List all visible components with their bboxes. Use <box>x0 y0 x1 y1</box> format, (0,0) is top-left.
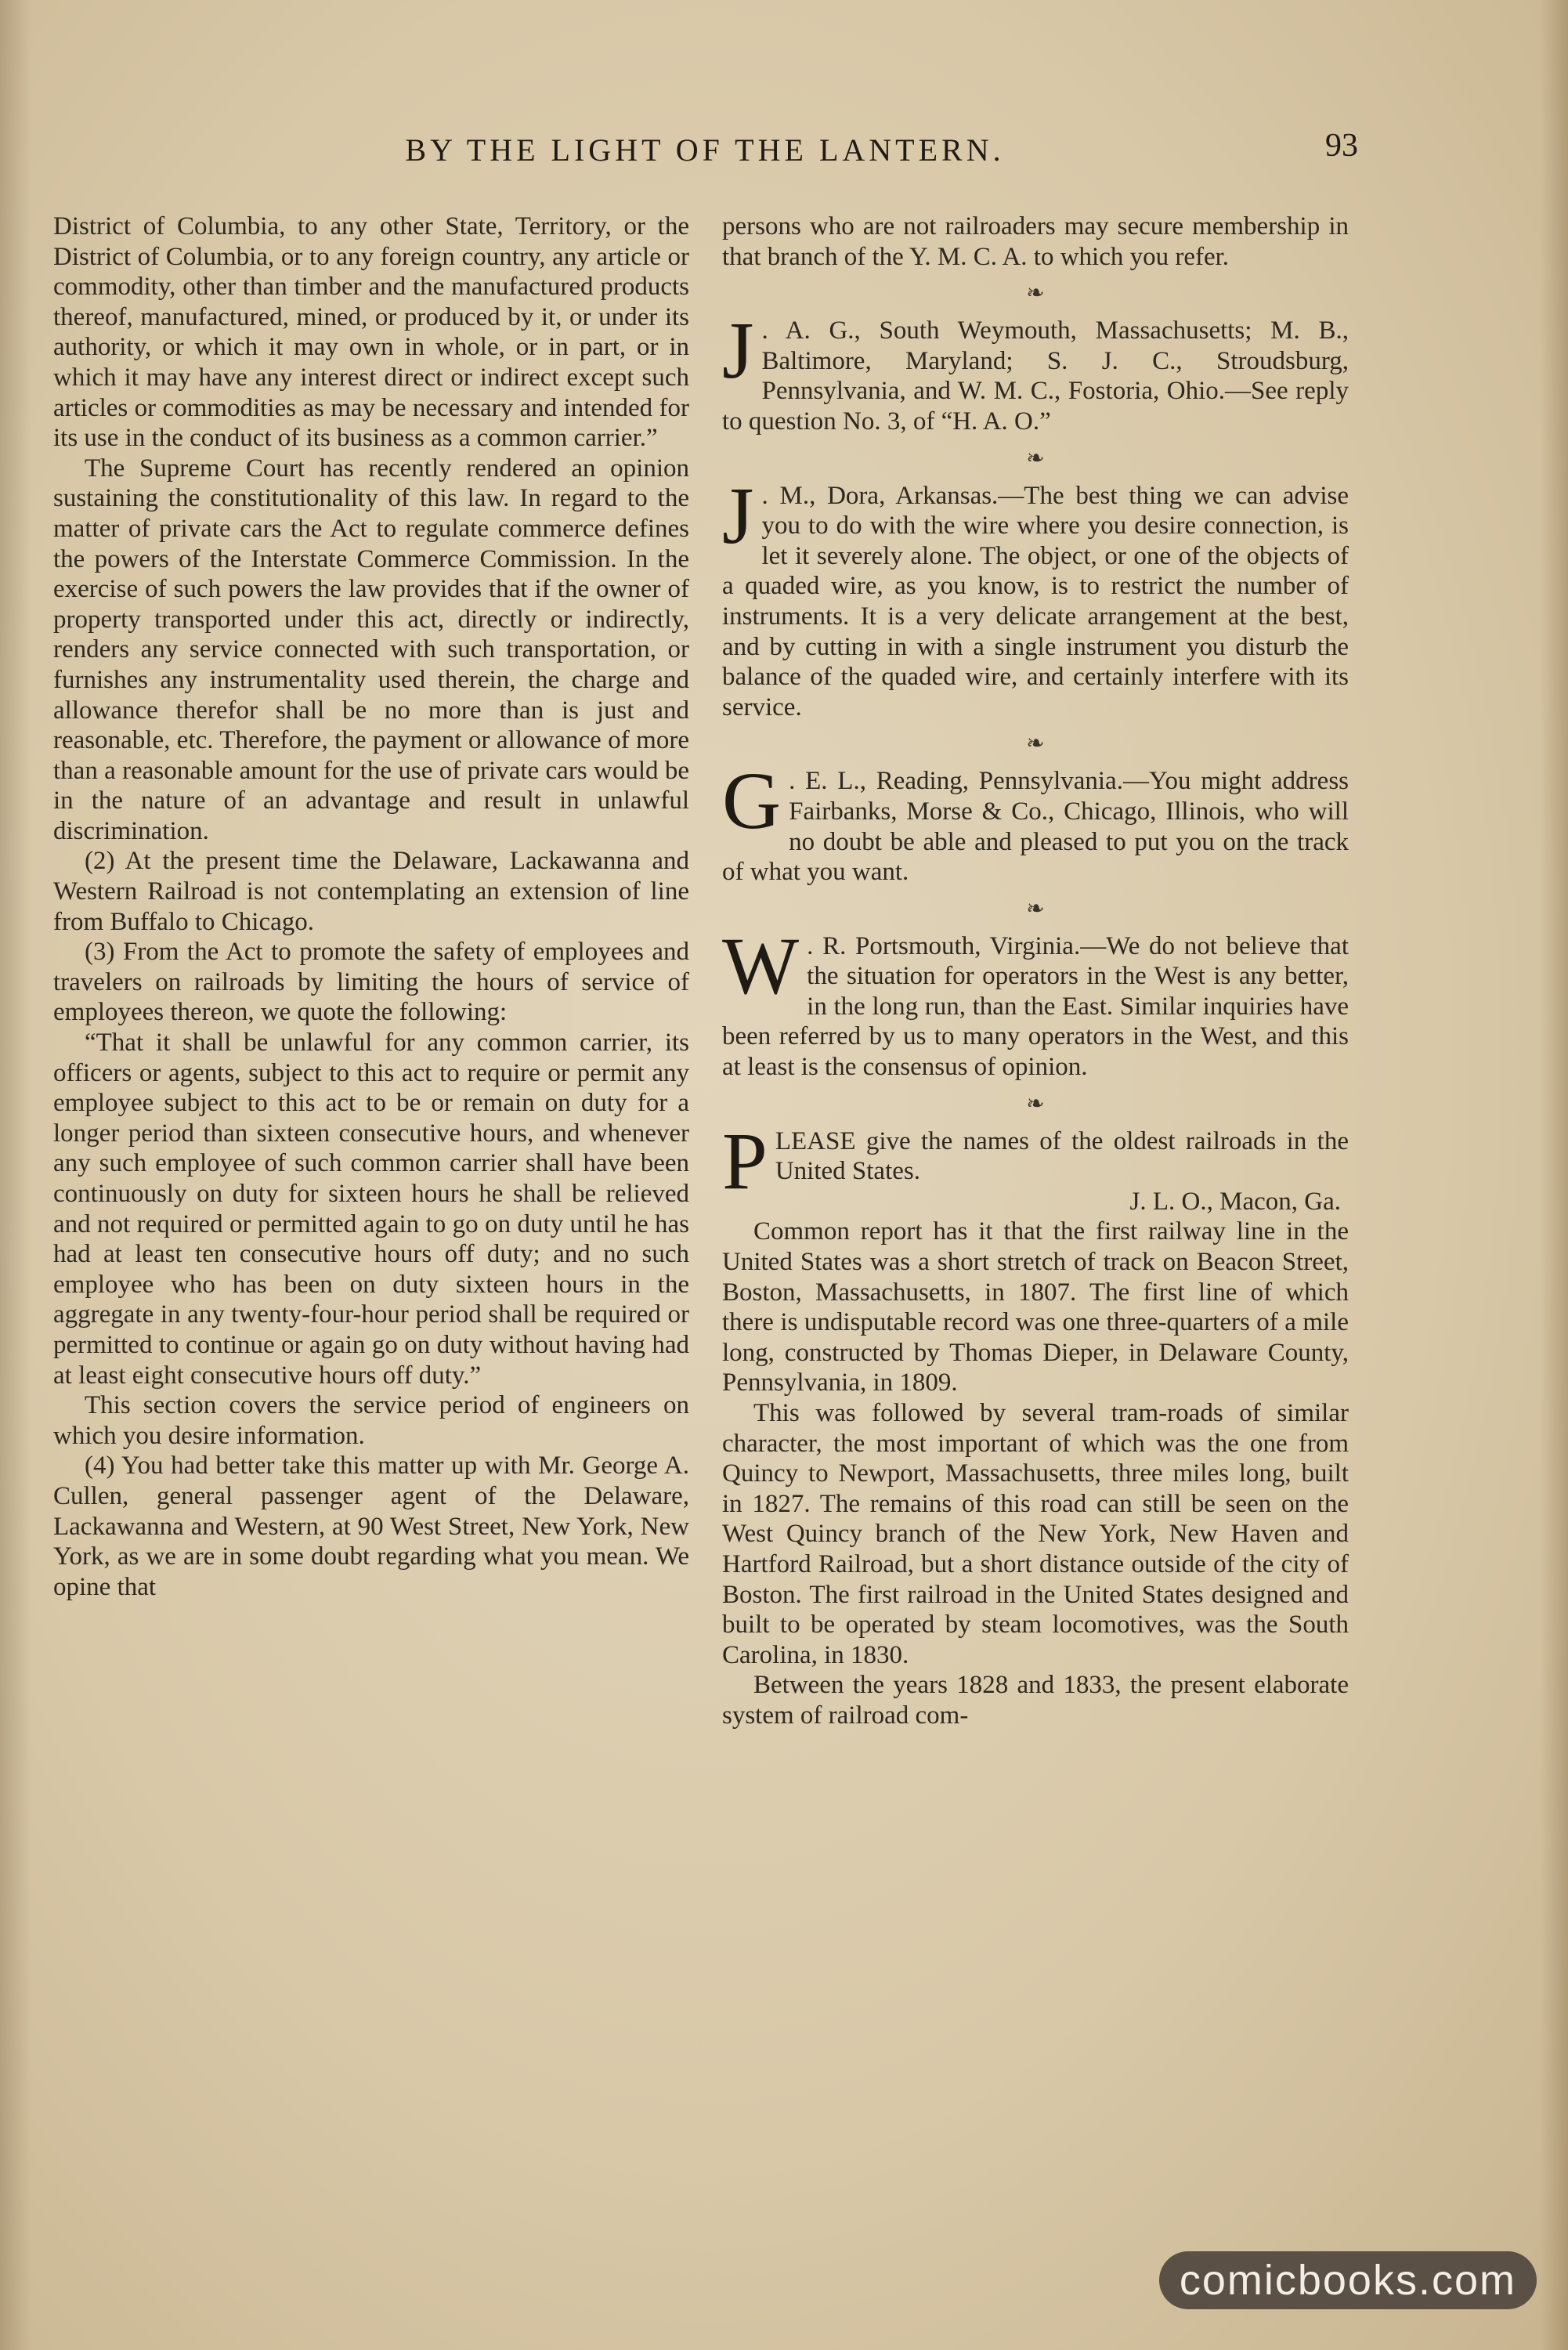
watermark-logo: comicbooks.com <box>1159 2251 1537 2309</box>
running-title: BY THE LIGHT OF THE LANTERN. <box>405 132 1005 168</box>
paragraph: (4) You had better take this matter up with Mr. George A. Cullen, general passenger agent of the Delaware, Lackawanna and Western, at 90 West Street, New York, New York, as we are in some doubt regarding what you mean. We opine that <box>53 1452 689 1601</box>
fleuron-separator-icon: ❧ <box>1026 732 1045 757</box>
drop-cap: W <box>722 920 800 1011</box>
drop-cap: J <box>722 306 754 396</box>
answer-text: . E. L., Reading, Pennsylvania.—You might address Fairbanks, Morse & Co., Chicago, Illinois, who will no doubt be able and pleased to put you on the track of what you want. <box>722 767 1349 887</box>
answer-entry <box>722 470 1349 723</box>
paragraph: This was followed by several tram-roads of similar character, the most important of which was the one from Quincy to Newport, Massachusetts, three miles long, built in 1827. The remains of this road can still be seen on the West Quincy branch of the New York, New Haven and Hartford Railroad, but a short distance outside of the city of Boston. The first railroad in the United States designed and built to be operated by steam locomotives, was the South Carolina, in 1830. <box>722 1399 1349 1669</box>
paragraph: This section covers the service period of engineers on which you desire information. <box>53 1391 689 1450</box>
answer-text: . M., Dora, Arkansas.—The best thing we can advise you to do with the wire where you desire connection, is let it severely alone. The object, or one of the objects of a quaded wire, as you know, is to restrict the number of instruments. It is a very delicate arrangement at the best, and by cutting in with a single instrument you disturb the balance of the quaded wire, and certainly interfere with its service. <box>722 481 1349 721</box>
fleuron-separator-icon: ❧ <box>1026 281 1045 306</box>
question-text: LEASE give the names of the oldest railroads in the United States. <box>775 1126 1349 1186</box>
fleuron-separator-icon: ❧ <box>1026 896 1045 921</box>
drop-cap: G <box>722 756 782 847</box>
answer-text: . R. Portsmouth, Virginia.—We do not believe that the situation for operators in the West is any better, in the long run, than the East. Similar inquiries have been referred by us to many operators in the West, and this at least is the consensus of opinion. <box>722 931 1349 1082</box>
right-column <box>722 212 1349 1731</box>
fleuron-separator-icon: ❧ <box>1026 1091 1045 1116</box>
quoted-statute: “That it shall be unlawful for any common carrier, its officers or agents, subject to this act to require or permit any employee subject to this act to be or remain on duty for a longer period than sixteen consecutive hours, and whenever any such employee of such common carrier shall have been continuously on duty for sixteen hours he shall be relieved and not required or permitted again to go on duty until he has had at least ten consecutive hours off duty; and no such employee who has been on duty sixteen hours in the aggregate in any twenty-four-hour period shall be required or permitted to continue or again go on duty without having had at least eight consecutive hours off duty.” <box>53 1029 689 1390</box>
gutter-shadow <box>0 0 31 2350</box>
question-signature: J. L. O., Macon, Ga. <box>1129 1187 1341 1216</box>
page-number: 93 <box>1325 128 1358 164</box>
answer-text: . A. G., South Weymouth, Massachusetts; M. B., Baltimore, Maryland; S. J. C., Stroudsburg, Pennsylvania, and W. M. C., Fostoria, Ohio.—See reply to question No. 3, of “H. A. O.” <box>722 316 1349 436</box>
paragraph: (3) From the Act to promote the safety of employees and travelers on railroads by limiting the hours of service of employees thereon, we quote the following: <box>53 938 689 1027</box>
paragraph: The Supreme Court has recently rendered an opinion sustaining the constitutionality of this law. In regard to the matter of private cars the Act to regulate commerce defines the powers of the Interstate Commerce Commission. In the exercise of such powers the law provides that if the owner of property transported under this act, directly or indirectly, renders any service connected with such transportation, or furnishes any instrumentality used therein, the charge and allowance therefor shall be no more than is just and reasonable, etc. Therefore, the payment or allowance of more than a reasonable amount for the use of private cars would be in the nature of an advantage and result in unlawful discrimination. <box>53 454 689 845</box>
drop-cap: P <box>722 1115 768 1206</box>
page-edge-shadow <box>1540 0 1568 2350</box>
paragraph: Between the years 1828 and 1833, the present elaborate system of railroad com- <box>722 1671 1349 1730</box>
answer-entry <box>722 306 1349 436</box>
answer-entry <box>722 756 1349 887</box>
paragraph: persons who are not railroaders may secure membership in that branch of the Y. M. C. A. to which you refer. <box>722 212 1349 271</box>
drop-cap: J <box>722 470 754 561</box>
answer-entry <box>722 920 1349 1083</box>
paragraph: (2) At the present time the Delaware, Lackawanna and Western Railroad is not contemplating an extension of line from Buffalo to Chicago. <box>53 847 689 936</box>
paragraph: Common report has it that the first railway line in the United States was a short stretch of track on Beacon Street, Boston, Massachusetts, in 1807. The first line of which there is undisputable record was one three-quarters of a mile long, constructed by Thomas Dieper, in Delaware County, Pennsylvania, in 1809. <box>722 1217 1349 1397</box>
paragraph: District of Columbia, to any other State, Territory, or the District of Columbia, or to any foreign country, any article or commodity, other than timber and the manufactured products thereof, manufactured, mined, or produced by it, or under its authority, or which it may own in whole, or in part, or in which it may have any interest direct or indirect except such articles or commodities as may be necessary and intended for its use in the conduct of its business as a common carrier.” <box>53 212 689 453</box>
left-column <box>53 212 689 1602</box>
fleuron-separator-icon: ❧ <box>1026 446 1045 471</box>
